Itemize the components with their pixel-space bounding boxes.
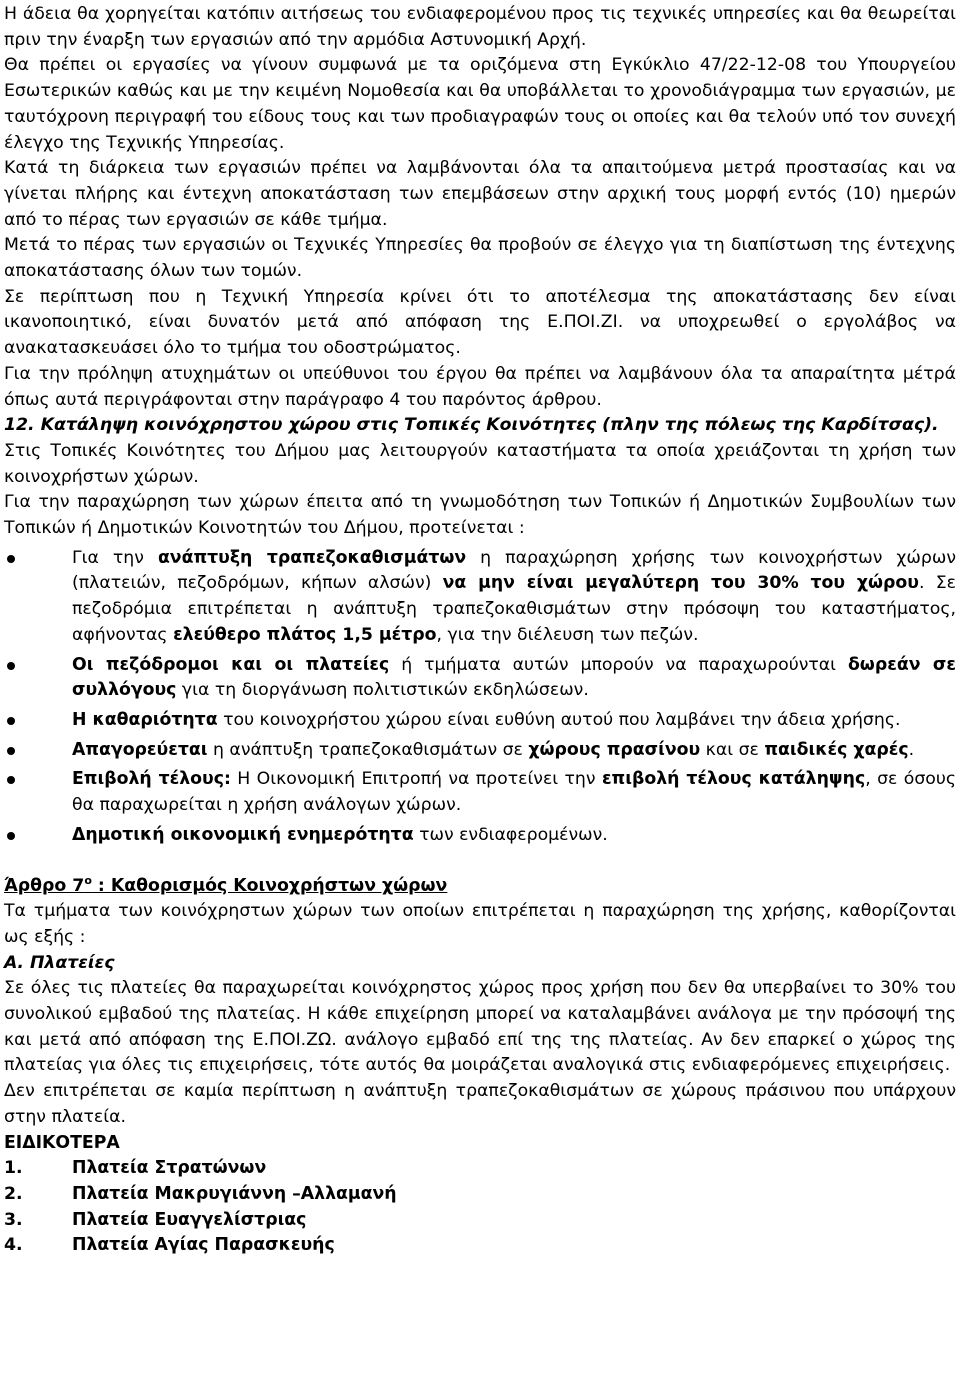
article-7-paragraph-3: Δεν επιτρέπεται σε καμία περίπτωση η ανάπτυξη τραπεζοκαθισμάτων σε χώρους πράσινου που υπάρχουν στην πλατεία. [4, 1081, 956, 1127]
special-heading: ΕΙΔΙΚΟΤΕΡΑ [4, 1132, 120, 1153]
bullet-item-pedestrian-squares: Οι πεζόδρομοι και οι πλατείες ή τμήματα αυτών μπορούν να παραχωρούνται δωρεάν σε συλλόγους για τη διοργάνωση πολιτιστικών εκδηλώσεων. [4, 653, 956, 704]
bullet-item-prohibited: Απαγορεύεται η ανάπτυξη τραπεζοκαθισμάτων σε χώρους πρασίνου και σε παιδικές χαρές. [4, 738, 956, 764]
intro-paragraph-4: Μετά το πέρας των εργασιών οι Τεχνικές Υπηρεσίες θα προβούν σε έλεγχο για τη διαπίστωση της έντεχνης αποκατάστασης όλων των τομών. [4, 235, 956, 282]
bullet-item-cleanliness: Η καθαριότητα του κοινοχρήστου χώρου είναι ευθύνη αυτού που λαμβάνει την άδεια χρήσης. [4, 708, 956, 734]
list-item: 1. Πλατεία Στρατώνων [4, 1158, 267, 1179]
intro-paragraph-6: Για την πρόληψη ατυχημάτων οι υπεύθυνοι του έργου θα πρέπει να λαμβάνουν όλα τα απαραίτητα μέτρά όπως αυτά περιγράφονται στην παράγραφο 4 του παρόντος άρθρου. [4, 363, 956, 410]
bullet-item-fee: Επιβολή τέλους: Η Οικονομική Επιτροπή να προτείνει την επιβολή τέλους κατάληψης, σε όσους θα παραχωρείται η χρήση ανάλογων χώρων. [4, 767, 956, 818]
bullet-item-municipal-clearance: Δημοτική οικονομική ενημερότητα των ενδιαφερομένων. [4, 823, 956, 849]
article-7-paragraph-2: Σε όλες τις πλατείες θα παραχωρείται κοινόχρηστος χώρος προς χρήση που δεν θα υπερβαίνει το 30% του συνολικού εμβαδού της πλατείας. Η κάθε επιχείρηση μπορεί να καταλαμβάνει ανάλογα με την πρόσοψή της και μετά από απόφαση της Ε.ΠΟΙ.ΖΩ. ανάλογο εμβαδό επί της της πλατείας. Αν δεν επαρκεί ο χώρος της πλατείας για όλες τις επιχειρήσεις, τότε αυτός θα μοιράζεται αναλογικά στις ενδιαφερόμενες επιχειρήσεις. [4, 978, 956, 1076]
spacer [4, 849, 956, 874]
intro-paragraph-2: Θα πρέπει οι εργασίες να γίνουν συμφωνά με τα οριζόμενα στη Εγκύκλιο 47/22-12-08 του Υπουργείου Εσωτερικών καθώς και με την κειμένη Νομοθεσία και θα υποβάλλεται το χρονοδιάγραμμα των εργασιών, με ταυτόχρονη περιγραφή του είδους τους και των προδιαγραφών τους οι οποίες και θα τελούν υπό τον συνεχή έλεγχο της Τεχνικής Υπηρεσίας. [4, 55, 956, 153]
intro-paragraph-1: Η άδεια θα χορηγείται κατόπιν αιτήσεως του ενδιαφερομένου προς τις τεχνικές υπηρεσίες και θα θεωρείται πριν την έναρξη των εργασιών από την αρμόδια Αστυνομική Αρχή. [4, 4, 956, 50]
section-12-paragraph-1: Στις Τοπικές Κοινότητες του Δήμου μας λειτουργούν καταστήματα τα οποία χρειάζονται τη χρήση των κοινοχρήστων χώρων. [4, 440, 956, 487]
list-item: 3. Πλατεία Ευαγγελίστριας [4, 1209, 307, 1230]
list-item: 4. Πλατεία Αγίας Παρασκευής [4, 1235, 335, 1256]
section-a-heading: Α. Πλατείες [4, 952, 115, 973]
article-7-paragraph-1: Τα τμήματα των κοινόχρηστων χώρων των οποίων επιτρέπεται η παραχώρηση της χρήσης, καθορίζονται ως εξής : [4, 901, 956, 947]
bullet-item-tables: Για την ανάπτυξη τραπεζοκαθισμάτων η παραχώρηση χρήσης των κοινοχρήστων χώρων (πλατειών, πεζοδρόμων, κήπων αλσών) να μην είναι μεγαλύτερη του 30% του χώρου. Σε πεζοδρόμια επιτρέπεται η ανάπτυξη τραπεζοκαθισμάτων στην πρόσοψη του καταστήματος, αφήνοντας ελεύθερο πλάτος 1,5 μέτρο, για την διέλευση των πεζών. [4, 546, 956, 649]
section-12-paragraph-2: Για την παραχώρηση των χώρων έπειτα από τη γνωμοδότηση των Τοπικών ή Δημοτικών Συμβουλίων των Τοπικών ή Δημοτικών Κοινοτητών του Δήμου, προτείνεται : [4, 492, 956, 539]
section-12-heading: 12. Κατάληψη κοινόχρηστου χώρου στις Τοπικές Κοινότητες (πλην της πόλεως της Καρδίτσας). [4, 415, 939, 436]
article-7-heading: Άρθρο $7^o$ : Καθορισμός Κοινοχρήστων χώρων [4, 873, 448, 896]
list-item: 2. Πλατεία Μακρυγιάννη –Αλλαμανή [4, 1183, 397, 1204]
intro-paragraph-5: Σε περίπτωση που η Τεχνική Υπηρεσία κρίνει ότι το αποτέλεσμα της αποκατάστασης δεν είναι ικανοποιητικό, είναι δυνατόν μετά από απόφαση της Ε.ΠΟΙ.ΖΙ. να υποχρεωθεί ο εργολάβος να ανακατασκευάσει όλο το τμήμα του οδοστρώματος. [4, 286, 956, 359]
intro-paragraph-3: Κατά τη διάρκεια των εργασιών πρέπει να λαμβάνονται όλα τα απαιτούμενα μετρά προστασίας και να γίνεται πλήρης και έντεχνη αποκατάσταση των επεμβάσεων στην αρχική τους μορφή εντός (10) ημερών από το πέρας των εργασιών σε κάθε τμήμα. [4, 158, 956, 230]
